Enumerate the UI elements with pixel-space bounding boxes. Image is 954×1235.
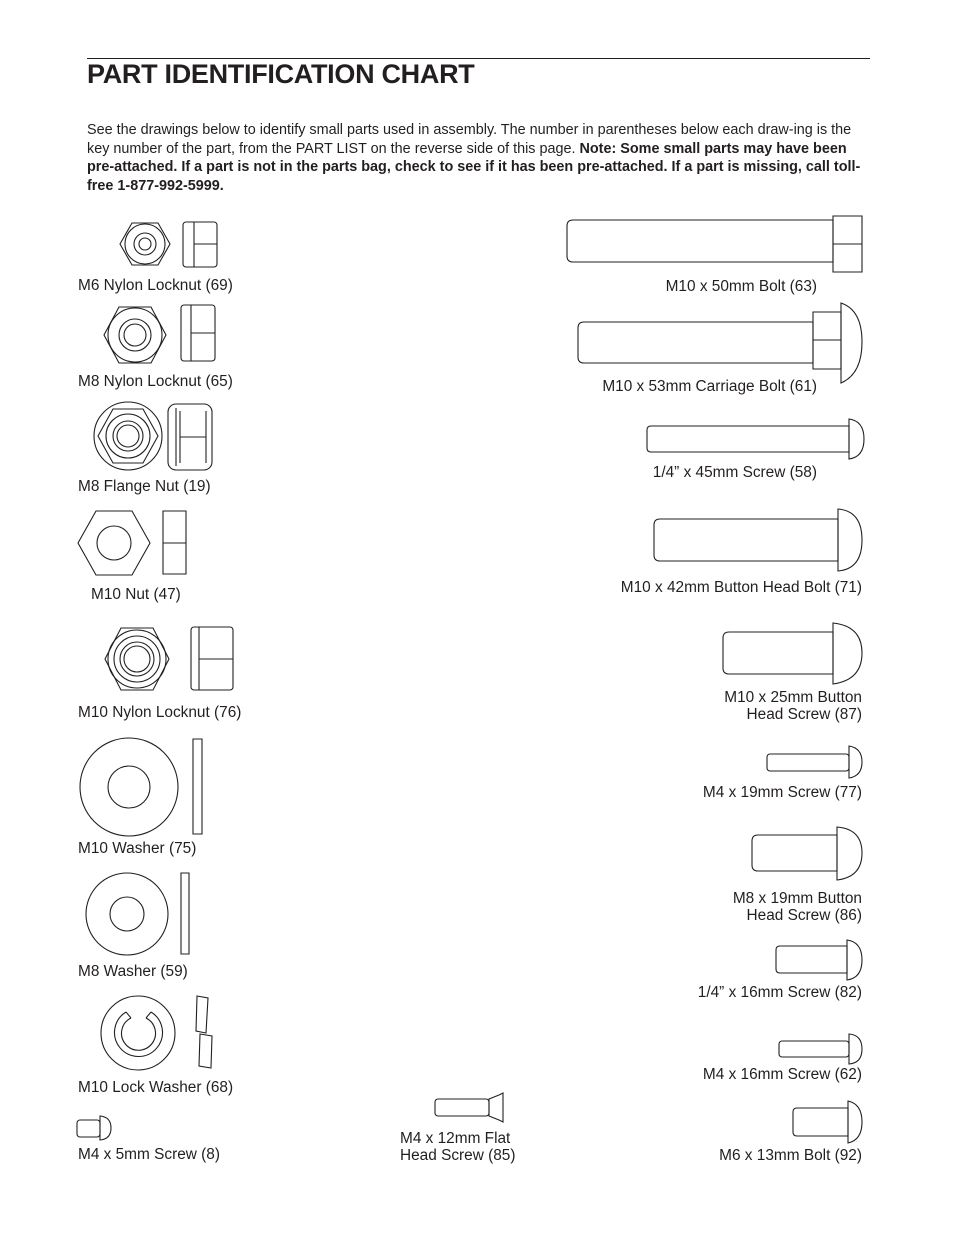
label-m4x19-screw: M4 x 19mm Screw (77) [702, 784, 862, 801]
m4x5-screw-drawing [77, 1116, 111, 1140]
label-m10-nut: M10 Nut (47) [91, 586, 181, 603]
m6-nylon-locknut-drawing [120, 222, 217, 267]
m4x19-screw-drawing [767, 746, 862, 778]
m10x25-button-head-screw-drawing [723, 623, 862, 684]
label-m4x12-flat-head-screw [400, 1130, 515, 1164]
label-line: Head Screw (87) [746, 706, 862, 723]
label-m10-lock-washer: M10 Lock Washer (68) [78, 1079, 234, 1096]
m8-flange-nut-drawing [94, 402, 212, 470]
m8-washer-drawing [86, 873, 189, 955]
label-quarter-x16-screw: 1/4” x 16mm Screw (82) [697, 984, 862, 1001]
m10-washer-drawing [80, 738, 202, 836]
label-m6-nylon-locknut: M6 Nylon Locknut (69) [78, 277, 233, 294]
m10-nylon-locknut-drawing [105, 627, 233, 690]
intro-text: See the drawings below to identify small parts used in assembly. The number in parentheses below each draw-ing is the key number of the part, from the PART LIST on the reverse side of this page. [87, 122, 852, 157]
label-m8-flange-nut: M8 Flange Nut (19) [78, 478, 211, 495]
label-m10-washer: M10 Washer (75) [78, 840, 197, 857]
label-m6x13-bolt: M6 x 13mm Bolt (92) [719, 1147, 862, 1164]
m6x13-bolt-drawing [793, 1101, 862, 1143]
label-line: Head Screw (85) [400, 1147, 516, 1164]
m10x42-button-head-bolt-drawing [654, 509, 862, 571]
label-m8x19-button-head-screw [733, 890, 862, 924]
label-m10x50-bolt: M10 x 50mm Bolt (63) [665, 278, 817, 295]
intro-note: Note: Some small parts may have been pre-attached. If a part is not in the parts bag, check to see if it has been pre-attached. If a part is missing, call toll-free 1-877-992-5999. [87, 140, 861, 194]
label-line: M4 x 12mm Flat [400, 1130, 511, 1147]
label-m8-washer: M8 Washer (59) [78, 963, 188, 980]
m10x50-bolt-drawing [567, 216, 862, 272]
label-line: Head Screw (86) [746, 907, 862, 924]
m10-lock-washer-drawing [101, 996, 212, 1070]
label-line: M8 x 19mm Button [732, 890, 862, 907]
label-m10x53-carriage-bolt: M10 x 53mm Carriage Bolt (61) [602, 378, 817, 395]
quarter-x16-screw-drawing [776, 940, 862, 980]
m8x19-button-head-screw-drawing [752, 827, 862, 880]
m10x53-carriage-bolt-drawing [578, 303, 862, 383]
label-m10x25-button-head-screw [724, 689, 862, 723]
m4x12-flat-head-screw-drawing [435, 1093, 503, 1122]
quarter-x45-screw-drawing [647, 419, 864, 459]
label-m10x42-button-head-bolt: M10 x 42mm Button Head Bolt (71) [620, 579, 862, 596]
label-quarter-x45-screw: 1/4” x 45mm Screw (58) [652, 464, 817, 481]
m10-nut-drawing [78, 511, 186, 575]
m4x16-screw-drawing [779, 1034, 862, 1064]
label-m4x16-screw: M4 x 16mm Screw (62) [702, 1066, 862, 1083]
label-m10-nylon-locknut: M10 Nylon Locknut (76) [78, 704, 242, 721]
label-m8-nylon-locknut: M8 Nylon Locknut (65) [78, 373, 233, 390]
label-line: M10 x 25mm Button [724, 689, 862, 706]
label-m4x5-screw: M4 x 5mm Screw (8) [78, 1146, 220, 1163]
page-title: PART IDENTIFICATION CHART [87, 59, 475, 89]
m8-nylon-locknut-drawing [104, 305, 215, 363]
